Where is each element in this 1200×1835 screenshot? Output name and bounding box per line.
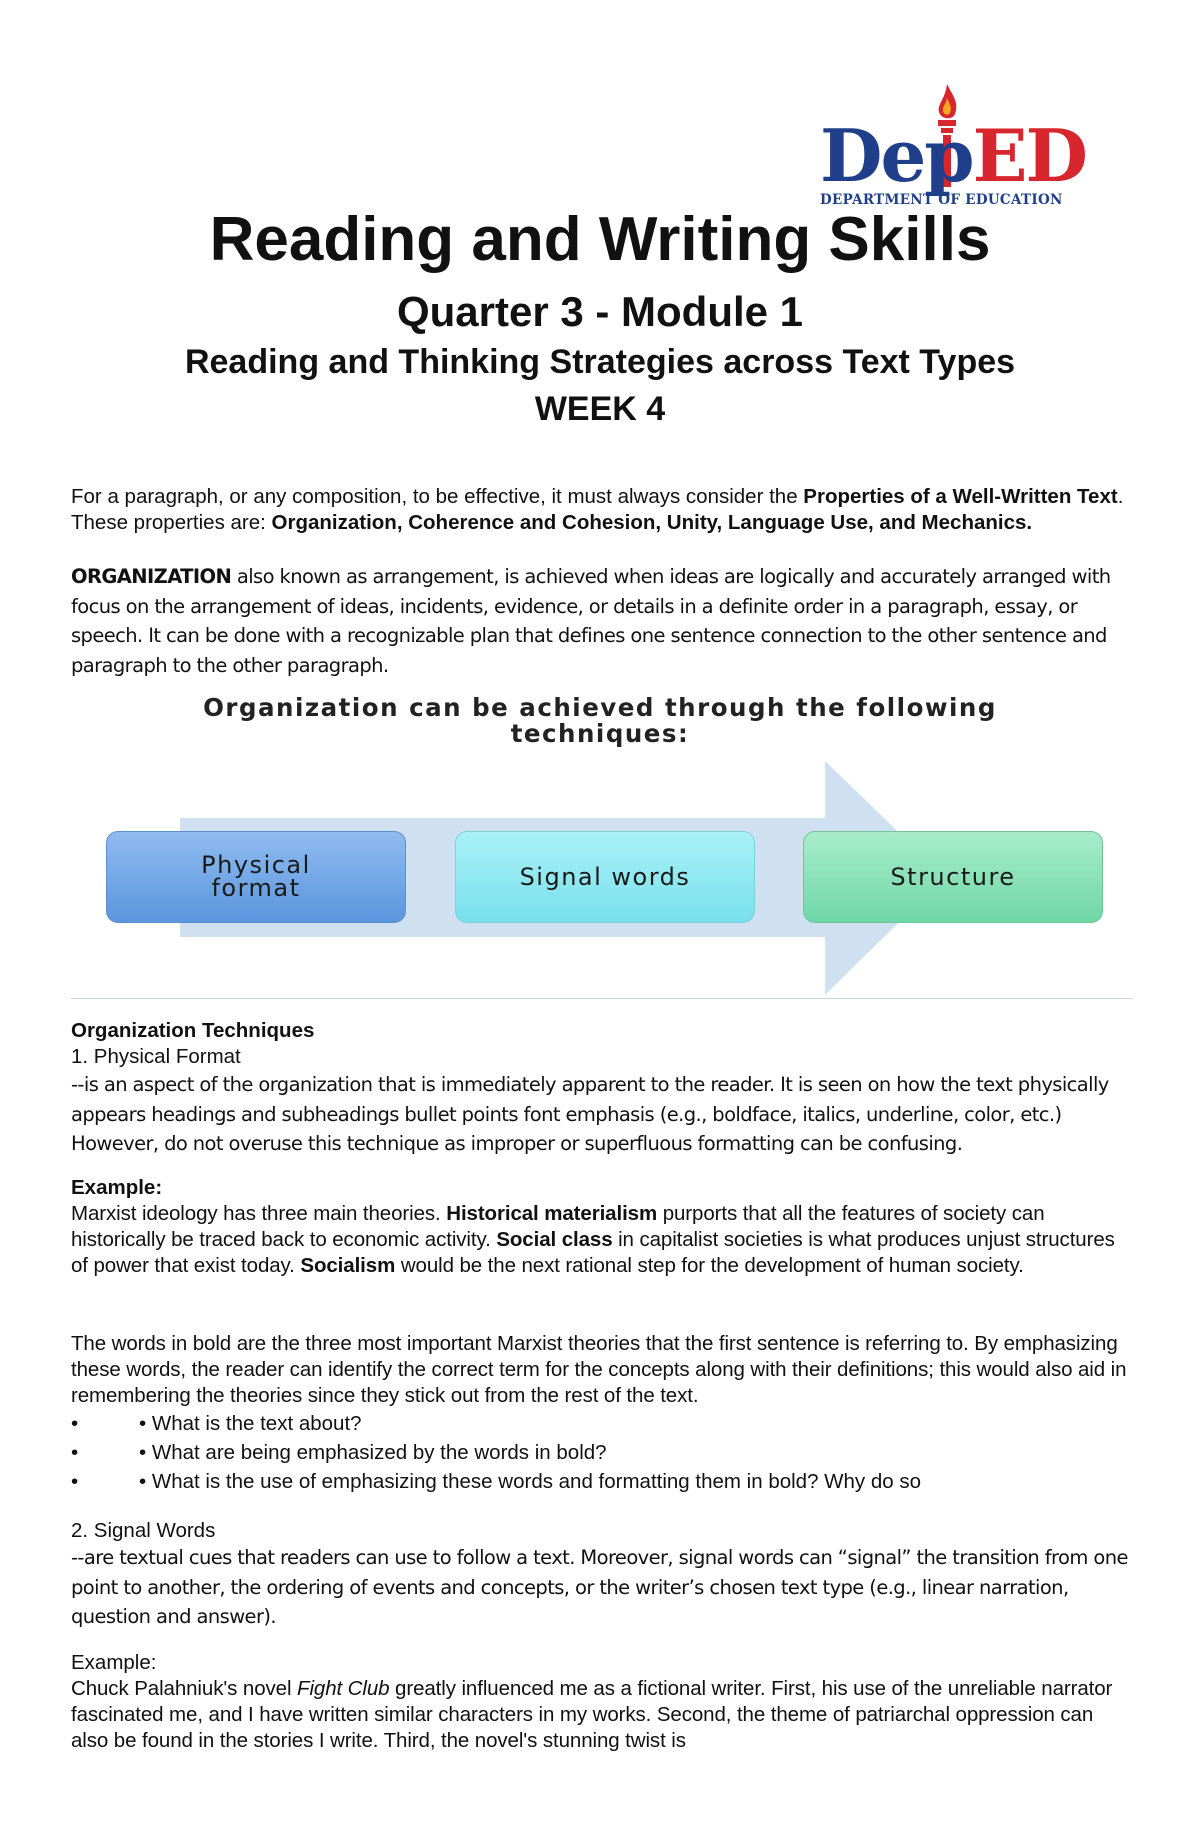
- list-item: [71, 1467, 1131, 1496]
- bullet-mark: •: [71, 1441, 79, 1464]
- document-title: Reading and Writing Skills: [209, 205, 991, 274]
- example2-italic-title: Fight Club: [297, 1677, 390, 1700]
- step-3-label: Structure: [890, 862, 1016, 891]
- example-bold-1: Historical materialism: [446, 1202, 658, 1225]
- example-text-2: purports that all the features of society can historically be traced back to economic activity.: [71, 1202, 1045, 1251]
- physical-format-description: --is an aspect of the organization that is immediately apparent to the reader. It is seen on how the text physically appears headings and subheadings bullet points font emphasis (e.g., boldface, italics, underline, color, etc.) However, do not overuse this technique as improper or superfluous formatting can be confusing.: [71, 1073, 1109, 1155]
- diagram-title: [100, 695, 1100, 747]
- fight-club-example: [71, 1676, 1131, 1754]
- example-text-3: in capitalist societies is what produces unjust structures of power that exist today.: [71, 1228, 1115, 1277]
- organization-text: also known as arrangement, is achieved when ideas are logically and accurately arranged with focus on the arrangement of ideas, incidents, evidence, or details in a definite order in a paragraph, essay, or speech. It can be done with a recognizable plan that defines one sentence connection to the other sentence and paragraph to the other paragraph.: [71, 565, 1111, 677]
- intro-paragraph: [71, 484, 1131, 536]
- signal-words-heading: 2. Signal Words: [71, 1519, 216, 1542]
- example-text-4: would be the next rational step for the development of human society.: [395, 1254, 1024, 1277]
- diagram-step-signal-words: [455, 831, 755, 923]
- deped-logo: [815, 82, 1105, 212]
- step-1-line-1: Physical: [201, 851, 311, 879]
- question-list: [71, 1409, 1131, 1496]
- example2-text-2: greatly influenced me as a fictional writer. First, his use of the unreliable narrator fascinated me, and I have written similar characters in my works. Second, the theme of patriarchal oppression can also be found in the stories I write. Third, the novel's stunning twist is: [71, 1677, 1113, 1752]
- intro-bold-1: Properties of a Well-Written Text: [803, 485, 1118, 508]
- intro-text-2: . These properties are:: [71, 485, 1124, 534]
- step-1-line-2: format: [211, 874, 301, 902]
- example-label-1: Example:: [71, 1176, 163, 1199]
- physical-format-heading: 1. Physical Format: [71, 1045, 241, 1068]
- organization-paragraph: [71, 562, 1131, 680]
- intro-bold-2: Organization, Coherence and Cohesion, Unity, Language Use, and Mechanics.: [271, 511, 1033, 534]
- example-bold-3: Socialism: [300, 1254, 396, 1277]
- question-text: • What is the use of emphasizing these words and formatting them in bold? Why do so: [139, 1470, 922, 1493]
- techniques-heading: Organization Techniques: [71, 1019, 315, 1042]
- module-subtitle: Quarter 3 - Module 1: [396, 288, 804, 335]
- question-text: • What is the text about?: [139, 1412, 362, 1435]
- logo-word-blue: Dep: [820, 113, 973, 198]
- organization-term: ORGANIZATION: [71, 565, 232, 588]
- lesson-title: Reading and Thinking Strategies across Text Types: [184, 343, 1016, 381]
- marxist-example: [71, 1201, 1131, 1279]
- diagram-title-line-2: techniques:: [510, 719, 690, 748]
- intro-text-1: For a paragraph, or any composition, to be effective, it must always consider the: [71, 485, 804, 508]
- step-2-label: Signal words: [519, 862, 691, 891]
- list-item: [71, 1438, 1131, 1467]
- example2-text-1: Chuck Palahniuk's novel: [71, 1677, 298, 1700]
- bullet-mark: •: [71, 1470, 79, 1493]
- example-label-2: Example:: [71, 1651, 157, 1674]
- techniques-diagram: [100, 755, 1135, 1000]
- logo-word-red: ED: [972, 113, 1086, 198]
- diagram-title-line-1: Organization can be achieved through the following: [203, 693, 997, 722]
- example-bold-2: Social class: [496, 1228, 613, 1251]
- list-item: [71, 1409, 1131, 1438]
- diagram-step-structure: [803, 831, 1103, 923]
- diagram-step-physical-format: [106, 831, 406, 923]
- divider: [71, 998, 1133, 999]
- bold-explanation: The words in bold are the three most important Marxist theories that the first sentence is referring to. By emphasizing these words, the reader can identify the correct term for the concepts along with their definitions; this would also aid in remembering the theories since they stick out from the rest of the text.: [71, 1332, 1127, 1407]
- logo-wordmark: [820, 113, 1086, 198]
- logo-subtitle: DEPARTMENT OF EDUCATION: [820, 192, 1063, 208]
- question-text: • What are being emphasized by the words in bold?: [139, 1441, 607, 1464]
- example-text-1: Marxist ideology has three main theories.: [71, 1202, 447, 1225]
- week-label: WEEK 4: [534, 390, 666, 428]
- bullet-mark: •: [71, 1412, 79, 1435]
- signal-words-description: --are textual cues that readers can use to follow a text. Moreover, signal words can “signal” the transition from one point to another, the ordering of events and concepts, or the writer’s chosen text type (e.g., linear narration, question and answer).: [71, 1546, 1128, 1628]
